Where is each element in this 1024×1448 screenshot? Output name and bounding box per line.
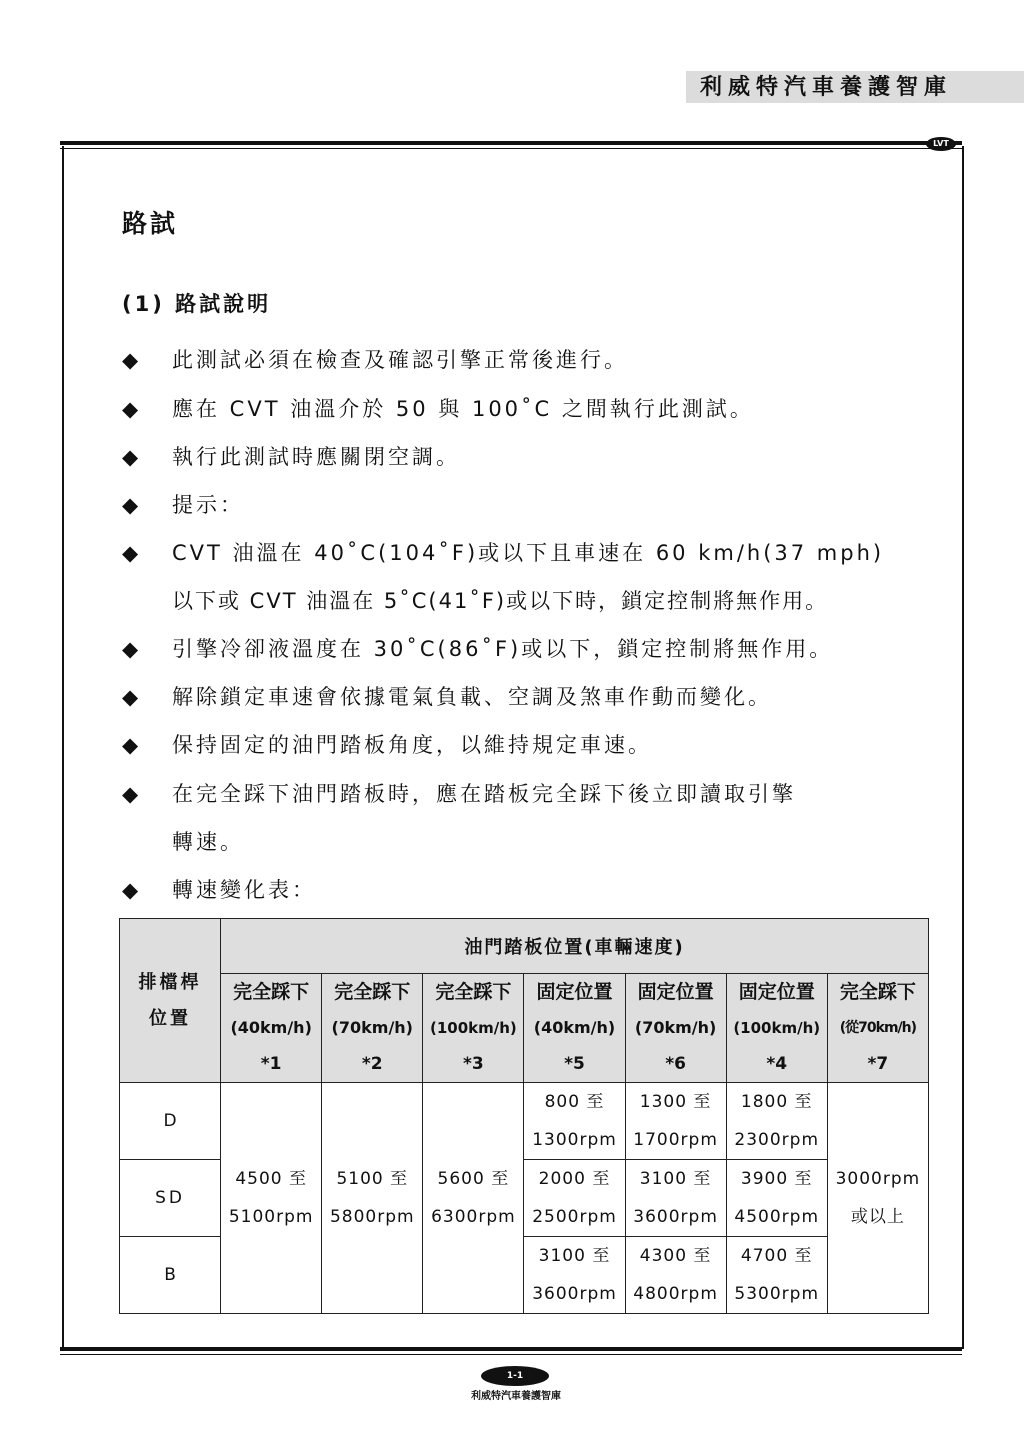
rpm-cell: 3100 至 3600rpm bbox=[625, 1160, 726, 1237]
bullet-diamond-icon: ◆ bbox=[122, 878, 139, 902]
footer-brand: 利威特汽車養護智庫 bbox=[471, 1391, 561, 1402]
rpm-cell: 4500 至 5100rpm bbox=[221, 1083, 322, 1314]
section-title: 路試 bbox=[122, 209, 179, 238]
bullet-diamond-icon: ◆ bbox=[122, 445, 139, 469]
page-number-badge: 1-1 bbox=[481, 1366, 549, 1386]
position-label-d: D bbox=[120, 1083, 221, 1160]
column-header: 固定位置 (100km/h) *4 bbox=[726, 974, 827, 1083]
shift-lever-header: 排檔桿 位置 bbox=[120, 919, 221, 1083]
rpm-cell: 1300 至 1700rpm bbox=[625, 1083, 726, 1160]
bullet-text: 解除鎖定車速會依據電氣負載、空調及煞車作動而變化。 bbox=[172, 685, 772, 709]
rpm-cell: 2000 至 2500rpm bbox=[524, 1160, 625, 1237]
lvt-logo: LVT bbox=[926, 137, 956, 151]
bullet-diamond-icon: ◆ bbox=[122, 733, 139, 757]
header-title: 利威特汽車養護智庫 bbox=[700, 75, 953, 100]
position-label-b: B bbox=[120, 1237, 221, 1314]
bottom-rule-thick bbox=[60, 1347, 962, 1351]
top-rule-thick bbox=[60, 141, 962, 145]
column-header: 固定位置 (40km/h) *5 bbox=[524, 974, 625, 1083]
rpm-cell: 5600 至 6300rpm bbox=[423, 1083, 524, 1314]
bullet-text: 執行此測試時應關閉空調。 bbox=[172, 445, 460, 469]
bullet-text: 引擎冷卻液溫度在 30˚C(86˚F)或以下，鎖定控制將無作用。 bbox=[172, 637, 834, 661]
bullet-text: CVT 油溫在 40˚C(104˚F)或以下且車速在 60 km/h(37 mph) bbox=[172, 541, 885, 565]
bullet-text-continued: 以下或 CVT 油溫在 5˚C(41˚F)或以下時，鎖定控制將無作用。 bbox=[172, 589, 829, 613]
column-header: 完全踩下 (40km/h) *1 bbox=[221, 974, 322, 1083]
bullet-diamond-icon: ◆ bbox=[122, 541, 139, 565]
column-header: 完全踩下 (100km/h) *3 bbox=[423, 974, 524, 1083]
rpm-cell: 1800 至 2300rpm bbox=[726, 1083, 827, 1160]
bullet-text: 保持固定的油門踏板角度，以維持規定車速。 bbox=[172, 733, 652, 757]
bullet-text: 轉速變化表： bbox=[172, 878, 316, 902]
bottom-rule-thin bbox=[60, 1354, 962, 1355]
bullet-diamond-icon: ◆ bbox=[122, 685, 139, 709]
bullet-text: 提示： bbox=[172, 493, 244, 517]
bullet-text: 應在 CVT 油溫介於 50 與 100˚C 之間執行此測試。 bbox=[172, 397, 754, 421]
column-header: 完全踩下 (從70km/h) *7 bbox=[827, 974, 928, 1083]
sub-title: (1) 路試說明 bbox=[122, 292, 272, 316]
bullet-text: 在完全踩下油門踏板時，應在踏板完全踩下後立即讀取引擎 bbox=[172, 782, 796, 806]
rpm-cell: 3900 至 4500rpm bbox=[726, 1160, 827, 1237]
rpm-cell: 3000rpm 或以上 bbox=[827, 1083, 928, 1314]
rpm-cell: 3100 至 3600rpm bbox=[524, 1237, 625, 1314]
column-header: 固定位置 (70km/h) *6 bbox=[625, 974, 726, 1083]
rpm-cell: 5100 至 5800rpm bbox=[322, 1083, 423, 1314]
bullet-text: 此測試必須在檢查及確認引擎正常後進行。 bbox=[172, 348, 628, 372]
bullet-diamond-icon: ◆ bbox=[122, 782, 139, 806]
position-label-sd: SD bbox=[120, 1160, 221, 1237]
rpm-change-table bbox=[119, 918, 929, 1314]
bullet-diamond-icon: ◆ bbox=[122, 493, 139, 517]
bullet-diamond-icon: ◆ bbox=[122, 637, 139, 661]
bullet-diamond-icon: ◆ bbox=[122, 348, 139, 372]
bullet-text-continued: 轉速。 bbox=[172, 830, 244, 854]
rpm-cell: 800 至 1300rpm bbox=[524, 1083, 625, 1160]
throttle-group-header: 油門踏板位置(車輛速度) bbox=[221, 919, 929, 974]
rpm-cell: 4700 至 5300rpm bbox=[726, 1237, 827, 1314]
column-header: 完全踩下 (70km/h) *2 bbox=[322, 974, 423, 1083]
bullet-diamond-icon: ◆ bbox=[122, 397, 139, 421]
rpm-cell: 4300 至 4800rpm bbox=[625, 1237, 726, 1314]
